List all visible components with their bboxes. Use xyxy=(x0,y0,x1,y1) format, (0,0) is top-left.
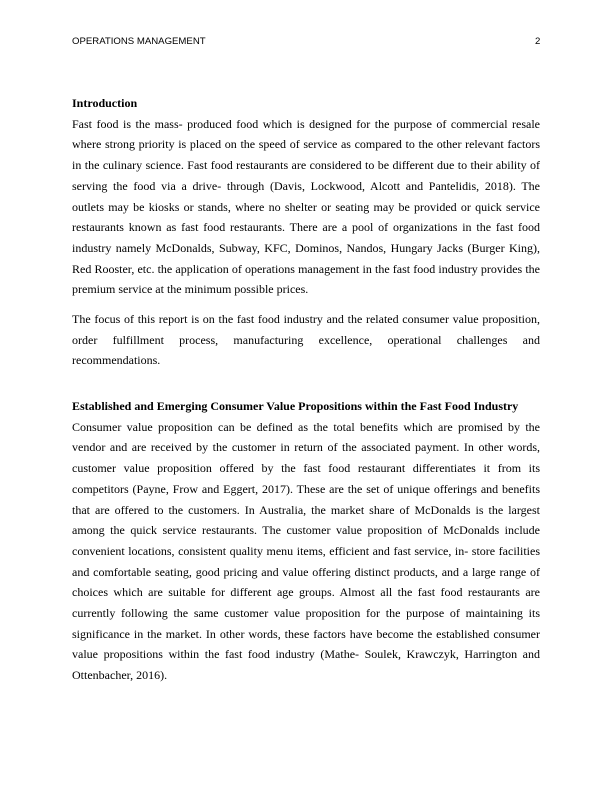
section-heading: Established and Emerging Consumer Value Propositions within the Fast Food Industry xyxy=(72,399,519,413)
text-line: Ottenbacher, 2016). xyxy=(72,668,168,683)
text-line: The focus of this report is on the fast food industry and the related consumer value proposition, xyxy=(72,312,540,327)
text-line: vendor and are received by the customer in return of the associated payment. In other words, xyxy=(72,440,540,455)
text-line: competitors (Payne, Frow and Eggert, 2017). These are the set of unique offerings and benefits xyxy=(72,481,540,496)
text-line: value propositions within the fast food industry (Mathe- Soulek, Krawczyk, Harrington and xyxy=(72,647,540,662)
text-line: premium service at the minimum possible prices. xyxy=(72,282,309,297)
paragraph xyxy=(72,417,540,686)
text-line: and comfortable seating, good pricing and value offering distinct products, and a large range of xyxy=(72,564,540,579)
section-introduction xyxy=(72,93,540,371)
text-line: industry namely McDonalds, Subway, KFC, Dominos, Nandos, Hungary Jacks (Burger King), xyxy=(72,240,540,255)
text-line: Fast food is the mass- produced food which is designed for the purpose of commercial resale xyxy=(72,116,540,131)
text-line: significance in the market. In other words, these factors have become the established consumer xyxy=(72,626,540,641)
page-number: 2 xyxy=(535,36,541,47)
section-consumer-value-propositions xyxy=(72,396,540,686)
text-line: currently following the same customer value proposition for the purpose of maintaining its xyxy=(72,606,540,621)
text-line: customer value proposition offered by the fast food restaurant differentiates it from its xyxy=(72,461,540,476)
text-line: that are offered to the customers. In Australia, the market share of McDonalds is the largest xyxy=(72,502,540,517)
text-line: order fulfillment process, manufacturing excellence, operational challenges and xyxy=(72,332,540,347)
paragraph xyxy=(72,114,540,300)
text-line: choices which are suitable for different age groups. Almost all the fast food restaurants are xyxy=(72,585,540,600)
running-header-title: OPERATIONS MANAGEMENT xyxy=(72,36,206,47)
paragraph xyxy=(72,309,540,371)
text-line: Red Rooster, etc. the application of operations management in the fast food industry provides the xyxy=(72,261,540,276)
text-line: in the culinary science. Fast food restaurants are considered to be different due to their ability of xyxy=(72,158,540,173)
text-line: restaurants known as fast food restaurants. There are a pool of organizations in the fast food xyxy=(72,220,540,235)
text-line: Consumer value proposition can be defined as the total benefits which are promised by the xyxy=(72,419,540,434)
text-line: serving the food via a drive- through (Davis, Lockwood, Alcott and Pantelidis, 2018). The xyxy=(72,178,540,193)
text-line: where strong priority is placed on the speed of service as compared to the other relevant factors xyxy=(72,137,540,152)
section-heading: Introduction xyxy=(72,96,138,110)
text-line: recommendations. xyxy=(72,353,161,368)
text-line: outlets may be kiosks or stands, where no shelter or seating may be provided or quick service xyxy=(72,199,540,214)
text-line: convenient locations, consistent quality menu items, efficient and fast service, in- store facilities xyxy=(72,543,540,558)
text-line: among the quick service restaurants. The customer value proposition of McDonalds include xyxy=(72,523,540,538)
